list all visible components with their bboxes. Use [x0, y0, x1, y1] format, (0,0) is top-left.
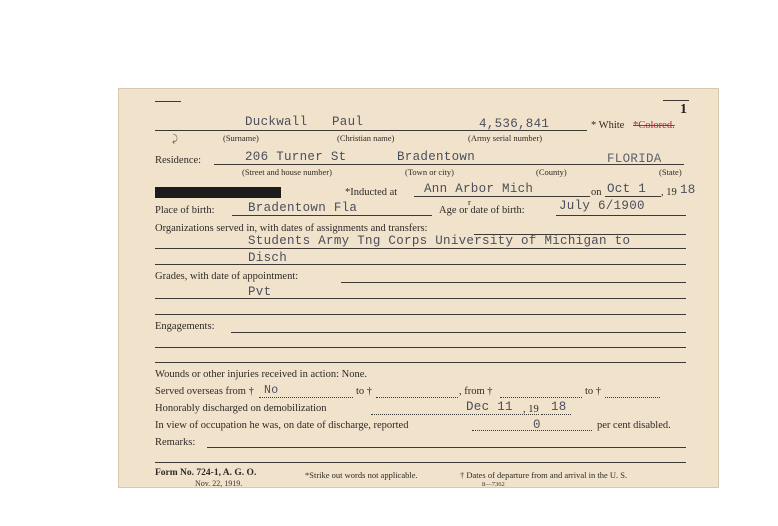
age-label: Age or date of birth: — [439, 205, 525, 216]
percent-label: per cent disabled. — [597, 420, 671, 431]
grades-rule-0 — [341, 282, 686, 283]
induction-date-rule — [605, 196, 661, 197]
induction-year-prefix: , 19 — [661, 187, 677, 198]
colored-label: *Colored. — [633, 120, 675, 131]
induction-year-value: 18 — [680, 183, 696, 197]
enlisted-label — [155, 187, 281, 198]
age-mark: r — [468, 197, 471, 207]
place-of-birth-label: Place of birth: — [155, 205, 215, 216]
engagements-rule-1 — [155, 347, 686, 348]
footnote-dates: † Dates of departure from and arrival in the U. S. — [460, 470, 628, 480]
overseas-rule-1 — [259, 397, 353, 398]
overseas-rule-4 — [605, 397, 660, 398]
organizations-rule-1 — [155, 248, 686, 249]
discharge-label: Honorably discharged on demobilization — [155, 403, 327, 414]
top-right-rule — [663, 100, 689, 101]
surname-caption: (Surname) — [223, 133, 259, 143]
percent-value: 0 — [533, 418, 541, 432]
discharge-year-prefix: , 19 — [523, 404, 539, 415]
organizations-rule-2 — [155, 264, 686, 265]
engagements-rule-2 — [155, 362, 686, 363]
town-caption: (Town or city) — [405, 167, 454, 177]
christian-name-value: Paul — [332, 115, 364, 129]
street-caption: (Street and house number) — [242, 167, 332, 177]
date-of-birth-value: July 6/1900 — [559, 199, 645, 213]
inducted-label: *Inducted at — [345, 187, 398, 198]
christian-caption: (Christian name) — [337, 133, 395, 143]
grades-rule-2 — [155, 314, 686, 315]
discharge-rule — [371, 414, 539, 415]
remarks-label: Remarks: — [155, 437, 196, 448]
remarks-rule-2 — [155, 462, 686, 463]
discharge-date-value: Dec 11 — [466, 400, 513, 414]
organizations-line-1: Students Army Tng Corps University of Michigan to — [248, 234, 631, 248]
overseas-rule-3 — [500, 397, 582, 398]
organizations-label: Organizations served in, with dates of assignments and transfers: — [155, 223, 428, 234]
grade-value: Pvt — [248, 285, 272, 299]
card-number: 1 — [680, 102, 687, 117]
overseas-value: No — [264, 384, 279, 397]
residence-label: Residence: — [155, 155, 202, 166]
grades-rule-1 — [155, 298, 686, 299]
county-caption: (County) — [536, 167, 567, 177]
hook-mark: ⤸ — [172, 134, 178, 145]
overseas-to-label: to † — [356, 386, 373, 397]
engagements-rule-0 — [231, 332, 686, 333]
overseas-from-label: , from † — [459, 386, 493, 397]
grades-label: Grades, with date of appointment: — [155, 271, 299, 282]
state-value: FLORIDA — [607, 152, 662, 166]
date-of-birth-rule — [556, 215, 686, 216]
name-rule — [155, 130, 587, 131]
top-left-rule — [155, 101, 181, 102]
induction-date-value: Oct 1 — [607, 182, 647, 196]
occupation-rule — [472, 430, 592, 431]
inducted-rule — [414, 196, 590, 197]
place-of-birth-value: Bradentown Fla — [248, 201, 358, 215]
overseas-to-label-2: to † — [585, 386, 602, 397]
wounds-label: Wounds or other injuries received in action: None. — [155, 369, 368, 380]
surname-value: Duckwall — [245, 115, 308, 129]
organizations-line-2: Disch — [248, 251, 288, 265]
engagements-label: Engagements: — [155, 321, 215, 332]
street-value: 206 Turner St — [245, 150, 347, 164]
residence-rule — [214, 164, 684, 165]
place-of-birth-rule — [232, 215, 432, 216]
form-date: Nov. 22, 1919. — [195, 479, 243, 488]
on-label: on — [591, 187, 602, 198]
town-value: Bradentown — [397, 150, 476, 164]
remarks-rule-1 — [207, 447, 686, 448]
occupation-label: In view of occupation he was, on date of discharge, reported — [155, 420, 409, 431]
discharge-year-rule — [541, 414, 571, 415]
form-number: Form No. 724-1, A. G. O. — [155, 468, 257, 478]
state-caption: (State) — [659, 167, 682, 177]
inducted-value: Ann Arbor Mich — [424, 182, 534, 196]
discharge-year-value: 18 — [551, 400, 567, 414]
print-code: 8—7362 — [482, 481, 505, 488]
footnote-strike: *Strike out words not applicable. — [305, 470, 418, 480]
record-card — [118, 88, 719, 488]
white-label: * White — [591, 120, 625, 131]
overseas-label: Served overseas from † — [155, 386, 254, 397]
overseas-rule-2 — [376, 397, 458, 398]
serial-number-value: 4,536,841 — [479, 117, 550, 131]
serial-caption: (Army serial number) — [468, 133, 543, 143]
